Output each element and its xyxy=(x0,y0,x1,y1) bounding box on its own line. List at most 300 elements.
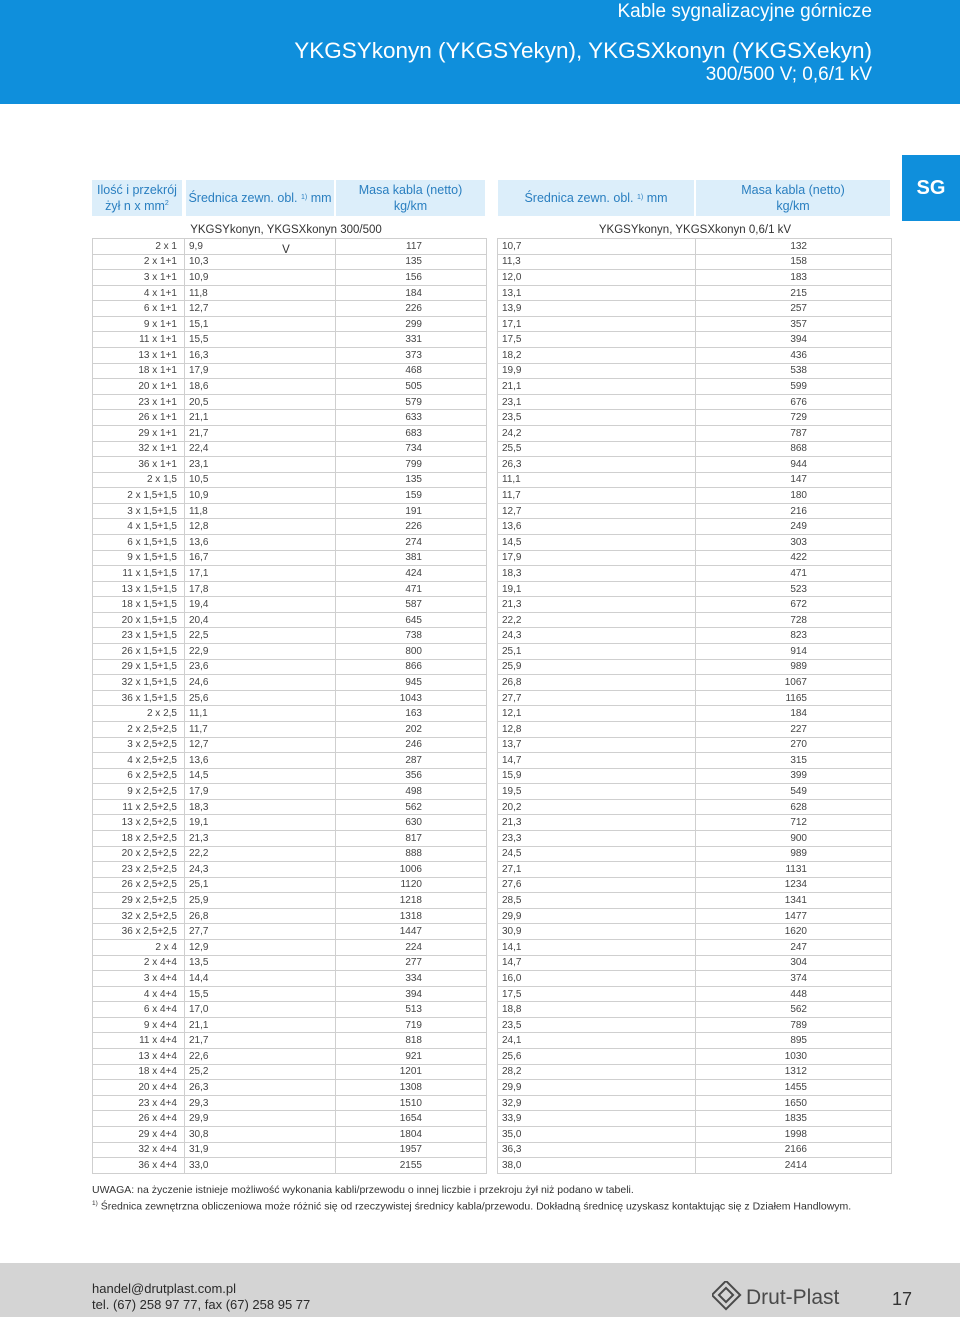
mass-cell: 227 xyxy=(696,721,892,737)
table-row xyxy=(93,503,487,519)
mass-cell: 468 xyxy=(336,363,487,379)
table-row xyxy=(93,472,487,488)
cable-size-cell: 29 x 1,5+1,5 xyxy=(93,659,185,675)
table-row xyxy=(498,441,892,457)
table-row xyxy=(498,753,892,769)
table-row xyxy=(498,1064,892,1080)
diameter-cell: 27,7 xyxy=(498,690,696,706)
diameter-cell: 16,0 xyxy=(498,971,696,987)
diameter-cell: 23,1 xyxy=(185,457,336,473)
diameter-cell: 26,3 xyxy=(498,457,696,473)
mass-cell: 331 xyxy=(336,332,487,348)
table-row xyxy=(498,612,892,628)
diameter-cell: 19,1 xyxy=(498,581,696,597)
table-row xyxy=(498,566,892,582)
diameter-cell: 12,1 xyxy=(498,706,696,722)
table-row xyxy=(498,410,892,426)
mass-cell: 216 xyxy=(696,503,892,519)
mass-cell: 357 xyxy=(696,316,892,332)
mass-cell: 2414 xyxy=(696,1158,892,1174)
cable-size-cell: 2 x 4+4 xyxy=(93,955,185,971)
col-header-mass-1: Masa kabla (netto) kg/km xyxy=(336,180,485,216)
mass-cell: 921 xyxy=(336,1049,487,1065)
table-row xyxy=(93,940,487,956)
cable-size-cell: 11 x 2,5+2,5 xyxy=(93,799,185,815)
cable-size-cell: 18 x 1+1 xyxy=(93,363,185,379)
table-row xyxy=(93,877,487,893)
mass-cell: 868 xyxy=(696,441,892,457)
mass-cell: 1131 xyxy=(696,862,892,878)
mass-cell: 628 xyxy=(696,799,892,815)
contact-email: handel@drutplast.com.pl xyxy=(92,1281,236,1296)
mass-cell: 1804 xyxy=(336,1126,487,1142)
mass-cell: 1510 xyxy=(336,1095,487,1111)
cable-size-cell: 29 x 2,5+2,5 xyxy=(93,893,185,909)
notes-section xyxy=(92,1183,851,1214)
table-row xyxy=(498,581,892,597)
mass-cell: 712 xyxy=(696,815,892,831)
cable-size-cell: 23 x 1,5+1,5 xyxy=(93,628,185,644)
cable-size-cell: 18 x 1,5+1,5 xyxy=(93,597,185,613)
diameter-cell: 25,1 xyxy=(185,877,336,893)
table-row xyxy=(93,1049,487,1065)
table-row xyxy=(498,815,892,831)
mass-cell: 1447 xyxy=(336,924,487,940)
cable-size-cell: 32 x 2,5+2,5 xyxy=(93,908,185,924)
mass-cell: 381 xyxy=(336,550,487,566)
mass-cell: 422 xyxy=(696,550,892,566)
mass-cell: 866 xyxy=(336,659,487,675)
table-row xyxy=(93,971,487,987)
mass-cell: 888 xyxy=(336,846,487,862)
diameter-cell: 18,6 xyxy=(185,379,336,395)
mass-cell: 729 xyxy=(696,410,892,426)
diameter-cell: 22,9 xyxy=(185,644,336,660)
diameter-cell: 29,9 xyxy=(498,908,696,924)
diameter-cell: 22,2 xyxy=(185,846,336,862)
table-row xyxy=(93,659,487,675)
mass-cell: 787 xyxy=(696,425,892,441)
mass-cell: 147 xyxy=(696,472,892,488)
diameter-cell: 24,5 xyxy=(498,846,696,862)
table-row xyxy=(498,363,892,379)
table-row xyxy=(498,893,892,909)
cable-size-cell: 11 x 1+1 xyxy=(93,332,185,348)
diameter-cell: 10,9 xyxy=(185,488,336,504)
diameter-cell: 17,8 xyxy=(185,581,336,597)
table-row xyxy=(498,348,892,364)
notes-uwaga: UWAGA: na życzenie istnieje możliwość wykonania kabli/przewodu o innej liczbie i przekroju żył niż podano w tabeli. xyxy=(92,1184,634,1196)
cable-size-cell: 13 x 4+4 xyxy=(93,1049,185,1065)
table-row xyxy=(93,425,487,441)
cable-size-cell: 26 x 2,5+2,5 xyxy=(93,877,185,893)
diameter-cell: 13,7 xyxy=(498,737,696,753)
table-row xyxy=(93,737,487,753)
mass-cell: 135 xyxy=(336,472,487,488)
diameter-cell: 10,9 xyxy=(185,270,336,286)
diameter-cell: 11,1 xyxy=(498,472,696,488)
cable-size-cell: 36 x 1+1 xyxy=(93,457,185,473)
diameter-cell: 18,2 xyxy=(498,348,696,364)
mass-cell: 1835 xyxy=(696,1111,892,1127)
mass-cell: 226 xyxy=(336,519,487,535)
table-row xyxy=(93,753,487,769)
diameter-cell: 13,6 xyxy=(185,534,336,550)
table-row xyxy=(498,503,892,519)
diameter-cell: 22,6 xyxy=(185,1049,336,1065)
mass-cell: 817 xyxy=(336,830,487,846)
diameter-cell: 25,9 xyxy=(185,893,336,909)
mass-cell: 184 xyxy=(696,706,892,722)
mass-cell: 1477 xyxy=(696,908,892,924)
mass-cell: 1620 xyxy=(696,924,892,940)
section-tab-sg: SG xyxy=(902,155,960,221)
page-footer xyxy=(0,1263,960,1317)
table-row xyxy=(498,239,892,255)
mass-cell: 373 xyxy=(336,348,487,364)
mass-cell: 246 xyxy=(336,737,487,753)
diameter-cell: 13,5 xyxy=(185,955,336,971)
diameter-cell: 20,5 xyxy=(185,394,336,410)
table-row xyxy=(498,1126,892,1142)
cable-size-cell: 36 x 4+4 xyxy=(93,1158,185,1174)
diameter-cell: 25,6 xyxy=(498,1049,696,1065)
table-row xyxy=(93,550,487,566)
cable-size-cell: 2 x 2,5 xyxy=(93,706,185,722)
mass-cell: 683 xyxy=(336,425,487,441)
table-row xyxy=(93,348,487,364)
diameter-cell: 30,8 xyxy=(185,1126,336,1142)
table-row xyxy=(93,1080,487,1096)
diameter-cell: 22,2 xyxy=(498,612,696,628)
diameter-cell: 24,3 xyxy=(498,628,696,644)
diameter-cell: 23,5 xyxy=(498,1017,696,1033)
mass-cell: 676 xyxy=(696,394,892,410)
cable-size-cell: 9 x 1,5+1,5 xyxy=(93,550,185,566)
mass-cell: 1201 xyxy=(336,1064,487,1080)
cable-size-cell: 23 x 1+1 xyxy=(93,394,185,410)
voltage-rating: 300/500 V; 0,6/1 kV xyxy=(705,64,872,85)
table-row xyxy=(93,488,487,504)
table-row xyxy=(93,675,487,691)
diameter-cell: 11,1 xyxy=(185,706,336,722)
diameter-cell: 21,7 xyxy=(185,1033,336,1049)
mass-cell: 734 xyxy=(336,441,487,457)
table-row xyxy=(93,1033,487,1049)
diameter-cell: 28,2 xyxy=(498,1064,696,1080)
table-row xyxy=(498,784,892,800)
cable-size-cell: 4 x 2,5+2,5 xyxy=(93,753,185,769)
cable-size-cell: 20 x 2,5+2,5 xyxy=(93,846,185,862)
cable-size-cell: 11 x 4+4 xyxy=(93,1033,185,1049)
table-row xyxy=(93,908,487,924)
mass-cell: 1030 xyxy=(696,1049,892,1065)
col-header-diameter-1: Średnica zewn. obl. 1) mm xyxy=(186,180,334,216)
table-row xyxy=(93,721,487,737)
group-header-300-500v: YKGSYkonyn, YKGSXkonyn 300/500 V xyxy=(190,224,382,256)
mass-cell: 180 xyxy=(696,488,892,504)
diameter-cell: 23,5 xyxy=(498,410,696,426)
table-row xyxy=(498,1033,892,1049)
mass-cell: 562 xyxy=(696,1002,892,1018)
diameter-cell: 10,5 xyxy=(185,472,336,488)
cable-size-cell: 9 x 1+1 xyxy=(93,316,185,332)
mass-cell: 471 xyxy=(336,581,487,597)
cable-size-cell: 2 x 1 xyxy=(93,239,185,255)
cable-size-cell: 32 x 1+1 xyxy=(93,441,185,457)
table-row xyxy=(93,893,487,909)
diameter-cell: 26,3 xyxy=(185,1080,336,1096)
table-row xyxy=(93,581,487,597)
mass-cell: 900 xyxy=(696,830,892,846)
mass-cell: 944 xyxy=(696,457,892,473)
mass-cell: 1234 xyxy=(696,877,892,893)
table-row xyxy=(498,332,892,348)
table-row xyxy=(498,1111,892,1127)
table-row xyxy=(93,285,487,301)
table-row xyxy=(93,332,487,348)
mass-cell: 249 xyxy=(696,519,892,535)
cable-size-cell: 4 x 1+1 xyxy=(93,285,185,301)
table-row xyxy=(498,488,892,504)
mass-cell: 1043 xyxy=(336,690,487,706)
mass-cell: 789 xyxy=(696,1017,892,1033)
mass-cell: 471 xyxy=(696,566,892,582)
diameter-cell: 14,5 xyxy=(498,534,696,550)
drutplast-logo xyxy=(712,1281,862,1313)
diameter-cell: 33,9 xyxy=(498,1111,696,1127)
table-row xyxy=(93,986,487,1002)
diameter-cell: 21,7 xyxy=(185,425,336,441)
diameter-cell: 21,3 xyxy=(498,815,696,831)
diameter-cell: 15,5 xyxy=(185,332,336,348)
mass-cell: 183 xyxy=(696,270,892,286)
diameter-cell: 18,3 xyxy=(498,566,696,582)
diameter-cell: 19,4 xyxy=(185,597,336,613)
table-row xyxy=(498,706,892,722)
diameter-cell: 27,6 xyxy=(498,877,696,893)
table-row xyxy=(93,394,487,410)
cable-size-cell: 6 x 2,5+2,5 xyxy=(93,768,185,784)
mass-cell: 2166 xyxy=(696,1142,892,1158)
table-row xyxy=(93,1017,487,1033)
cable-size-cell: 3 x 1,5+1,5 xyxy=(93,503,185,519)
diameter-cell: 32,9 xyxy=(498,1095,696,1111)
mass-cell: 513 xyxy=(336,1002,487,1018)
diameter-cell: 11,7 xyxy=(185,721,336,737)
cable-size-cell: 6 x 1,5+1,5 xyxy=(93,534,185,550)
table-row xyxy=(93,924,487,940)
diameter-cell: 13,9 xyxy=(498,301,696,317)
diameter-cell: 13,1 xyxy=(498,285,696,301)
cable-size-cell: 18 x 4+4 xyxy=(93,1064,185,1080)
mass-cell: 1067 xyxy=(696,675,892,691)
mass-cell: 549 xyxy=(696,784,892,800)
table-row xyxy=(498,986,892,1002)
table-row xyxy=(498,737,892,753)
table-row xyxy=(93,254,487,270)
diameter-cell: 38,0 xyxy=(498,1158,696,1174)
mass-cell: 579 xyxy=(336,394,487,410)
table-row xyxy=(498,519,892,535)
diameter-cell: 35,0 xyxy=(498,1126,696,1142)
diameter-cell: 30,9 xyxy=(498,924,696,940)
mass-cell: 270 xyxy=(696,737,892,753)
diameter-cell: 19,5 xyxy=(498,784,696,800)
table-row xyxy=(498,316,892,332)
table-row xyxy=(498,270,892,286)
mass-cell: 247 xyxy=(696,940,892,956)
table-row xyxy=(498,425,892,441)
table-row xyxy=(93,815,487,831)
mass-cell: 184 xyxy=(336,285,487,301)
mass-cell: 1312 xyxy=(696,1064,892,1080)
table-row xyxy=(498,1080,892,1096)
mass-cell: 630 xyxy=(336,815,487,831)
diameter-cell: 21,1 xyxy=(185,1017,336,1033)
mass-cell: 633 xyxy=(336,410,487,426)
diameter-cell: 22,4 xyxy=(185,441,336,457)
table-row xyxy=(93,301,487,317)
contact-phone: tel. (67) 258 97 77, fax (67) 258 95 77 xyxy=(92,1297,311,1312)
col-header-quantity xyxy=(92,180,182,216)
mass-cell: 159 xyxy=(336,488,487,504)
mass-cell: 215 xyxy=(696,285,892,301)
mass-cell: 436 xyxy=(696,348,892,364)
table-row xyxy=(93,830,487,846)
diameter-cell: 12,7 xyxy=(498,503,696,519)
cable-size-cell: 4 x 4+4 xyxy=(93,986,185,1002)
table-row xyxy=(93,239,487,255)
table-row xyxy=(498,830,892,846)
diameter-cell: 23,3 xyxy=(498,830,696,846)
diameter-cell: 19,1 xyxy=(185,815,336,831)
table-row xyxy=(498,1049,892,1065)
table-row xyxy=(498,644,892,660)
table-row xyxy=(93,597,487,613)
table-row xyxy=(498,457,892,473)
mass-cell: 1654 xyxy=(336,1111,487,1127)
mass-cell: 277 xyxy=(336,955,487,971)
table-row xyxy=(498,924,892,940)
table-row xyxy=(93,862,487,878)
mass-cell: 315 xyxy=(696,753,892,769)
diameter-cell: 12,8 xyxy=(498,721,696,737)
col-header-quantity-line2: żył n x $mm^2$ xyxy=(105,199,169,213)
logo-wordmark: Drut-Plast xyxy=(746,1286,840,1309)
table-row xyxy=(93,612,487,628)
mass-cell: 356 xyxy=(336,768,487,784)
data-table-300-500v xyxy=(92,238,487,1174)
table-row xyxy=(498,1017,892,1033)
cable-size-cell: 11 x 1,5+1,5 xyxy=(93,566,185,582)
cable-size-cell: 26 x 1+1 xyxy=(93,410,185,426)
diameter-cell: 14,7 xyxy=(498,955,696,971)
table-row xyxy=(93,784,487,800)
mass-cell: 299 xyxy=(336,316,487,332)
table-row xyxy=(498,862,892,878)
table-row xyxy=(498,1095,892,1111)
data-table-0-6-1kv xyxy=(497,238,892,1174)
cable-size-cell: 23 x 4+4 xyxy=(93,1095,185,1111)
diameter-cell: 11,8 xyxy=(185,503,336,519)
diameter-cell: 10,7 xyxy=(498,239,696,255)
mass-cell: 523 xyxy=(696,581,892,597)
mass-cell: 989 xyxy=(696,659,892,675)
diameter-cell: 17,9 xyxy=(185,363,336,379)
table-row xyxy=(93,1111,487,1127)
diameter-cell: 36,3 xyxy=(498,1142,696,1158)
mass-cell: 505 xyxy=(336,379,487,395)
diameter-cell: 23,1 xyxy=(498,394,696,410)
mass-cell: 202 xyxy=(336,721,487,737)
table-row xyxy=(498,597,892,613)
mass-cell: 448 xyxy=(696,986,892,1002)
diameter-cell: 22,5 xyxy=(185,628,336,644)
table-row xyxy=(498,301,892,317)
diameter-cell: 12,8 xyxy=(185,519,336,535)
mass-cell: 394 xyxy=(696,332,892,348)
table-row xyxy=(498,768,892,784)
cable-size-cell: 23 x 2,5+2,5 xyxy=(93,862,185,878)
col-header-mass-2: Masa kabla (netto) kg/km xyxy=(696,180,890,216)
table-row xyxy=(498,940,892,956)
table-row xyxy=(498,799,892,815)
cable-size-cell: 26 x 1,5+1,5 xyxy=(93,644,185,660)
cable-size-cell: 3 x 4+4 xyxy=(93,971,185,987)
diameter-cell: 25,6 xyxy=(185,690,336,706)
table-row xyxy=(498,534,892,550)
mass-cell: 895 xyxy=(696,1033,892,1049)
diameter-cell: 17,1 xyxy=(498,316,696,332)
cable-size-cell: 29 x 4+4 xyxy=(93,1126,185,1142)
table-row xyxy=(93,1158,487,1174)
mass-cell: 1218 xyxy=(336,893,487,909)
cable-size-cell: 13 x 2,5+2,5 xyxy=(93,815,185,831)
cable-size-cell: 20 x 1+1 xyxy=(93,379,185,395)
page-header xyxy=(0,0,960,104)
diameter-cell: 18,3 xyxy=(185,799,336,815)
col-header-diameter-2: Średnica zewn. obl. 1) mm xyxy=(498,180,694,216)
cable-size-cell: 6 x 4+4 xyxy=(93,1002,185,1018)
cable-size-cell: 9 x 2,5+2,5 xyxy=(93,784,185,800)
diameter-cell: 17,5 xyxy=(498,332,696,348)
diameter-cell: 33,0 xyxy=(185,1158,336,1174)
table-row xyxy=(93,270,487,286)
mass-cell: 645 xyxy=(336,612,487,628)
diameter-cell: 14,7 xyxy=(498,753,696,769)
diameter-cell: 29,9 xyxy=(498,1080,696,1096)
table-row xyxy=(498,379,892,395)
mass-cell: 672 xyxy=(696,597,892,613)
cable-size-cell: 36 x 1,5+1,5 xyxy=(93,690,185,706)
diameter-cell: 17,9 xyxy=(498,550,696,566)
diameter-cell: 15,9 xyxy=(498,768,696,784)
mass-cell: 538 xyxy=(696,363,892,379)
table-row xyxy=(93,1002,487,1018)
diameter-cell: 13,6 xyxy=(498,519,696,535)
table-row xyxy=(498,1142,892,1158)
diameter-cell: 12,0 xyxy=(498,270,696,286)
diameter-cell: 15,5 xyxy=(185,986,336,1002)
table-row xyxy=(93,519,487,535)
mass-cell: 1308 xyxy=(336,1080,487,1096)
mass-cell: 989 xyxy=(696,846,892,862)
diameter-cell: 31,9 xyxy=(185,1142,336,1158)
diameter-cell: 10,3 xyxy=(185,254,336,270)
table-row xyxy=(93,534,487,550)
table-row xyxy=(498,721,892,737)
